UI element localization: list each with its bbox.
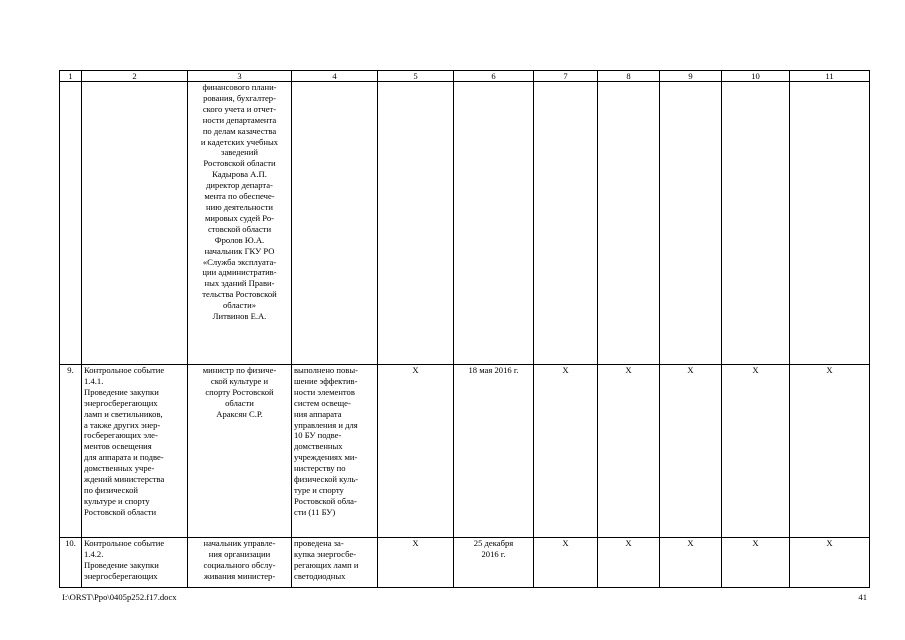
- cell-line: проведена за-: [294, 538, 344, 548]
- cell-line: ности элементов: [294, 386, 355, 397]
- responsible-cell: [188, 538, 292, 588]
- cell-line: светодиодных: [294, 570, 346, 581]
- cell-col11: [790, 82, 870, 365]
- cell-col9: [660, 82, 722, 365]
- responsible-cell: [188, 365, 292, 538]
- cell-line: 25 декабря: [473, 538, 514, 548]
- cell-line: ных зданий Прави-: [204, 278, 275, 289]
- cell-line: ния аппарата: [294, 408, 342, 419]
- cell-line: и кадетских учебных: [200, 136, 279, 147]
- cell-line: «Служба эксплуата-: [202, 256, 277, 267]
- cell-col7: Х: [534, 365, 598, 538]
- plan-table: [59, 70, 870, 588]
- cell-line: стовской области: [207, 223, 272, 234]
- cell-col9: Х: [660, 538, 722, 588]
- column-header: 8: [598, 71, 660, 82]
- cell-line: мента по обеспече-: [204, 191, 275, 202]
- cell-line: ждений министерства: [84, 474, 165, 485]
- cell-line: купка энергосбе-: [294, 548, 357, 559]
- cell-line: рования, бухгалтер-: [203, 92, 276, 103]
- event-cell: [82, 365, 188, 538]
- cell-line: систем освеще-: [294, 397, 351, 408]
- cell-line: туре и спорту: [294, 484, 344, 495]
- cell-line: Проведение закупки: [84, 559, 159, 570]
- cell-line: физической куль-: [294, 474, 359, 485]
- cell-col7: Х: [534, 538, 598, 588]
- cell-line: Кадырова А.П.: [212, 169, 267, 180]
- cell-line: 2016 г.: [481, 548, 506, 559]
- cell-line: Контрольное событие: [84, 538, 165, 548]
- cell-line: ния организации: [208, 548, 271, 559]
- cell-col8: [598, 82, 660, 365]
- cell-line: 1.4.1.: [84, 375, 104, 386]
- page-number: 41: [858, 592, 867, 602]
- cell-line: Ростовской обла-: [294, 495, 357, 506]
- cell-line: Ростовской области: [203, 158, 276, 169]
- responsible-cell: [188, 82, 292, 365]
- column-header: 7: [534, 71, 598, 82]
- cell-line: Араксян С.Р.: [216, 408, 263, 419]
- column-header: 5: [378, 71, 454, 82]
- column-header: 2: [82, 71, 188, 82]
- cell-line: сти (11 БУ): [294, 506, 336, 517]
- cell-line: области»: [222, 300, 257, 311]
- cell-line: госберегающих эле-: [84, 430, 158, 441]
- cell-line: социального обслу-: [203, 559, 276, 570]
- cell-line: области: [225, 397, 254, 408]
- column-header: 6: [454, 71, 534, 82]
- cell-line: ской культуре и: [210, 375, 269, 386]
- cell-col10: [722, 82, 790, 365]
- row-number: 10.: [60, 538, 82, 588]
- cell-line: Фролов Ю.А.: [214, 234, 265, 245]
- cell-line: 18 мая 2016 г.: [468, 365, 519, 375]
- cell-line: начальник управле-: [203, 538, 276, 548]
- cell-line: Ростовской области: [84, 506, 157, 517]
- column-header: 1: [60, 71, 82, 82]
- cell-line: финансового плани-: [202, 82, 277, 92]
- cell-line: Проведение закупки: [84, 386, 159, 397]
- column-number-row: [60, 71, 870, 82]
- cell-col5: Х: [378, 538, 454, 588]
- cell-line: 1.4.2.: [84, 548, 104, 559]
- cell-col11: Х: [790, 538, 870, 588]
- cell-col11: Х: [790, 365, 870, 538]
- cell-col8: Х: [598, 365, 660, 538]
- cell-col7: [534, 82, 598, 365]
- event-cell: [82, 82, 188, 365]
- table-row: [60, 82, 870, 365]
- event-cell: [82, 538, 188, 588]
- column-header: 3: [188, 71, 292, 82]
- cell-line: нистерству по: [294, 463, 346, 474]
- cell-line: 10 БУ подве-: [294, 430, 342, 441]
- cell-col8: Х: [598, 538, 660, 588]
- cell-line: управления и для: [294, 419, 358, 430]
- cell-col10: Х: [722, 538, 790, 588]
- cell-line: Литвинов Е.А.: [212, 311, 267, 322]
- date-cell: [454, 538, 534, 588]
- cell-line: министр по физиче-: [202, 365, 277, 375]
- cell-line: по физической: [84, 484, 139, 495]
- cell-line: директор департа-: [206, 180, 273, 191]
- cell-col5: [378, 82, 454, 365]
- cell-line: ламп и светильников,: [84, 408, 163, 419]
- cell-col5: Х: [378, 365, 454, 538]
- cell-line: тельства Ростовской: [202, 289, 277, 300]
- cell-line: регающих ламп и: [294, 559, 359, 570]
- cell-col10: Х: [722, 365, 790, 538]
- cell-line: Контрольное событие: [84, 365, 165, 375]
- cell-line: ции административ-: [202, 267, 277, 278]
- cell-line: ментов освещения: [84, 441, 152, 452]
- cell-line: энергосберегающих: [84, 570, 158, 581]
- row-number: 9.: [60, 365, 82, 538]
- result-cell: [292, 538, 378, 588]
- cell-line: спорту Ростовской: [205, 386, 274, 397]
- column-header: 10: [722, 71, 790, 82]
- cell-line: для аппарата и подве-: [84, 452, 164, 463]
- footer-file-path: I:\ORST\Ppo\0405p252.f17.docx: [62, 592, 177, 602]
- cell-line: энергосберегающих: [84, 397, 158, 408]
- cell-line: учреждениях ми-: [294, 452, 358, 463]
- cell-line: живания министер-: [203, 570, 276, 581]
- cell-line: домственных: [294, 441, 343, 452]
- cell-line: ности департамента: [202, 114, 277, 125]
- result-cell: [292, 82, 378, 365]
- cell-line: мировых судей Ро-: [204, 212, 275, 223]
- cell-col9: Х: [660, 365, 722, 538]
- column-header: 9: [660, 71, 722, 82]
- cell-line: начальник ГКУ РО: [204, 245, 275, 256]
- cell-line: ского учета и отчет-: [202, 103, 277, 114]
- row-number: [60, 82, 82, 365]
- result-cell: [292, 365, 378, 538]
- cell-line: а также других энер-: [84, 419, 161, 430]
- date-cell: [454, 82, 534, 365]
- cell-line: нию деятельности: [206, 201, 273, 212]
- cell-line: выполнено повы-: [294, 365, 358, 375]
- cell-line: заведений: [221, 147, 258, 158]
- cell-line: шение эффектив-: [294, 375, 358, 386]
- table-row: [60, 538, 870, 588]
- table-row: [60, 365, 870, 538]
- date-cell: [454, 365, 534, 538]
- cell-line: по делам казачества: [202, 125, 277, 136]
- column-header: 11: [790, 71, 870, 82]
- cell-line: домственных учре-: [84, 463, 155, 474]
- cell-line: культуре и спорту: [84, 495, 150, 506]
- column-header: 4: [292, 71, 378, 82]
